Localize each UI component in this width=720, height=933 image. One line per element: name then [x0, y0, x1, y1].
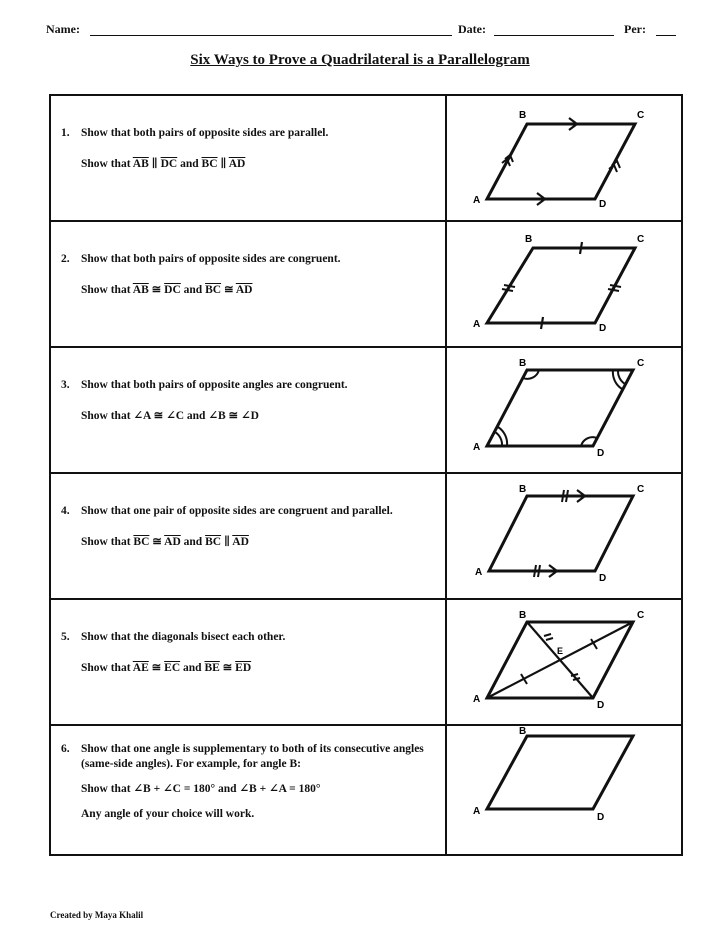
period-field[interactable] — [656, 35, 676, 36]
table-row — [50, 599, 682, 725]
method-statement: Show that one angle is supplementary to both of its consecutive angles (same-side angles). For example, for angle B: — [81, 743, 424, 770]
method-text-cell — [50, 599, 446, 725]
name-label: Name: — [46, 22, 80, 36]
parallelogram-diagram — [447, 474, 683, 598]
method-statement: Show that both pairs of opposite angles are congruent. — [81, 379, 348, 391]
vertex-label-b: B — [519, 726, 527, 737]
diagram-cell — [446, 95, 682, 221]
vertex-label-c: C — [637, 484, 645, 495]
method-text-cell — [50, 221, 446, 347]
vertex-label-c: C — [637, 610, 645, 621]
name-field[interactable] — [90, 35, 452, 36]
parallelogram-diagram — [447, 600, 683, 724]
vertex-label-d: D — [597, 700, 605, 711]
methods-table — [49, 94, 683, 856]
diagram-cell — [446, 473, 682, 599]
method-show: Show that ∠A ≅ ∠C and ∠B ≅ ∠D — [81, 410, 259, 422]
parallelogram-diagram — [447, 726, 683, 854]
vertex-label-d: D — [599, 323, 607, 334]
method-number: 1. — [61, 127, 70, 139]
method-show: Show that $\overline{AB}$ ∥ $\overline{DC}$ and $\overline{BC}$ ∥ $\overline{AD}$ — [81, 158, 246, 170]
table-row — [50, 221, 682, 347]
method-number: 4. — [61, 505, 70, 517]
method-statement: Show that both pairs of opposite sides are congruent. — [81, 253, 341, 265]
parallelogram-diagram — [447, 96, 683, 220]
vertex-label-b: B — [519, 358, 527, 369]
method-number: 5. — [61, 631, 70, 643]
method-show: Show that $\overline{AB}$ ≅ $\overline{DC}$ and $\overline{BC}$ ≅ $\overline{AD}$ — [81, 284, 253, 296]
vertex-label-d: D — [597, 812, 605, 823]
vertex-label-a: A — [473, 319, 481, 330]
method-statement: Show that the diagonals bisect each other. — [81, 631, 286, 643]
page-title: Six Ways to Prove a Quadrilateral is a Parallelogram — [190, 52, 530, 68]
method-text-cell — [50, 347, 446, 473]
table-row — [50, 95, 682, 221]
vertex-label-b: B — [525, 234, 533, 245]
date-label: Date: — [458, 22, 486, 36]
vertex-label-e: E — [557, 646, 564, 656]
method-number: 6. — [61, 743, 70, 755]
diagram-cell — [446, 599, 682, 725]
vertex-label-a: A — [473, 694, 481, 705]
parallelogram-diagram — [447, 222, 683, 346]
method-number: 3. — [61, 379, 70, 391]
period-label: Per: — [624, 22, 646, 36]
method-text-cell — [50, 473, 446, 599]
vertex-label-b: B — [519, 110, 527, 121]
table-row — [50, 347, 682, 473]
method-statement: Show that both pairs of opposite sides are parallel. — [81, 127, 329, 139]
date-field[interactable] — [494, 35, 614, 36]
vertex-label-d: D — [599, 199, 607, 210]
vertex-label-a: A — [473, 442, 481, 453]
header — [46, 20, 676, 40]
vertex-label-b: B — [519, 610, 527, 621]
vertex-label-c: C — [637, 358, 645, 369]
diagram-cell — [446, 725, 682, 855]
vertex-label-d: D — [599, 573, 607, 584]
vertex-label-c: C — [637, 110, 645, 121]
vertex-label-a: A — [475, 567, 483, 578]
diagram-cell — [446, 347, 682, 473]
footer-credit: Created by Maya Khalil — [50, 910, 144, 920]
vertex-label-c: C — [637, 234, 645, 245]
vertex-label-b: B — [519, 484, 527, 495]
table-row — [50, 725, 682, 855]
parallelogram-diagram — [447, 348, 683, 472]
diagram-cell — [446, 221, 682, 347]
vertex-label-d: D — [597, 448, 605, 459]
method-show: Show that $\overline{AE}$ ≅ $\overline{EC}$ and $\overline{BE}$ ≅ $\overline{ED}$ — [81, 662, 252, 674]
vertex-label-a: A — [473, 806, 481, 817]
vertex-label-a: A — [473, 195, 481, 206]
method-statement: Show that one pair of opposite sides are congruent and parallel. — [81, 505, 393, 517]
method-number: 2. — [61, 253, 70, 265]
method-text-cell — [50, 725, 446, 855]
method-note: Any angle of your choice will work. — [81, 808, 255, 820]
method-show: Show that $\overline{BC}$ ≅ $\overline{AD}$ and $\overline{BC}$ ∥ $\overline{AD}$ — [81, 536, 249, 548]
method-text-cell — [50, 95, 446, 221]
method-show: Show that ∠B + ∠C = 180° and ∠B + ∠A = 180° — [81, 783, 321, 795]
table-row — [50, 473, 682, 599]
